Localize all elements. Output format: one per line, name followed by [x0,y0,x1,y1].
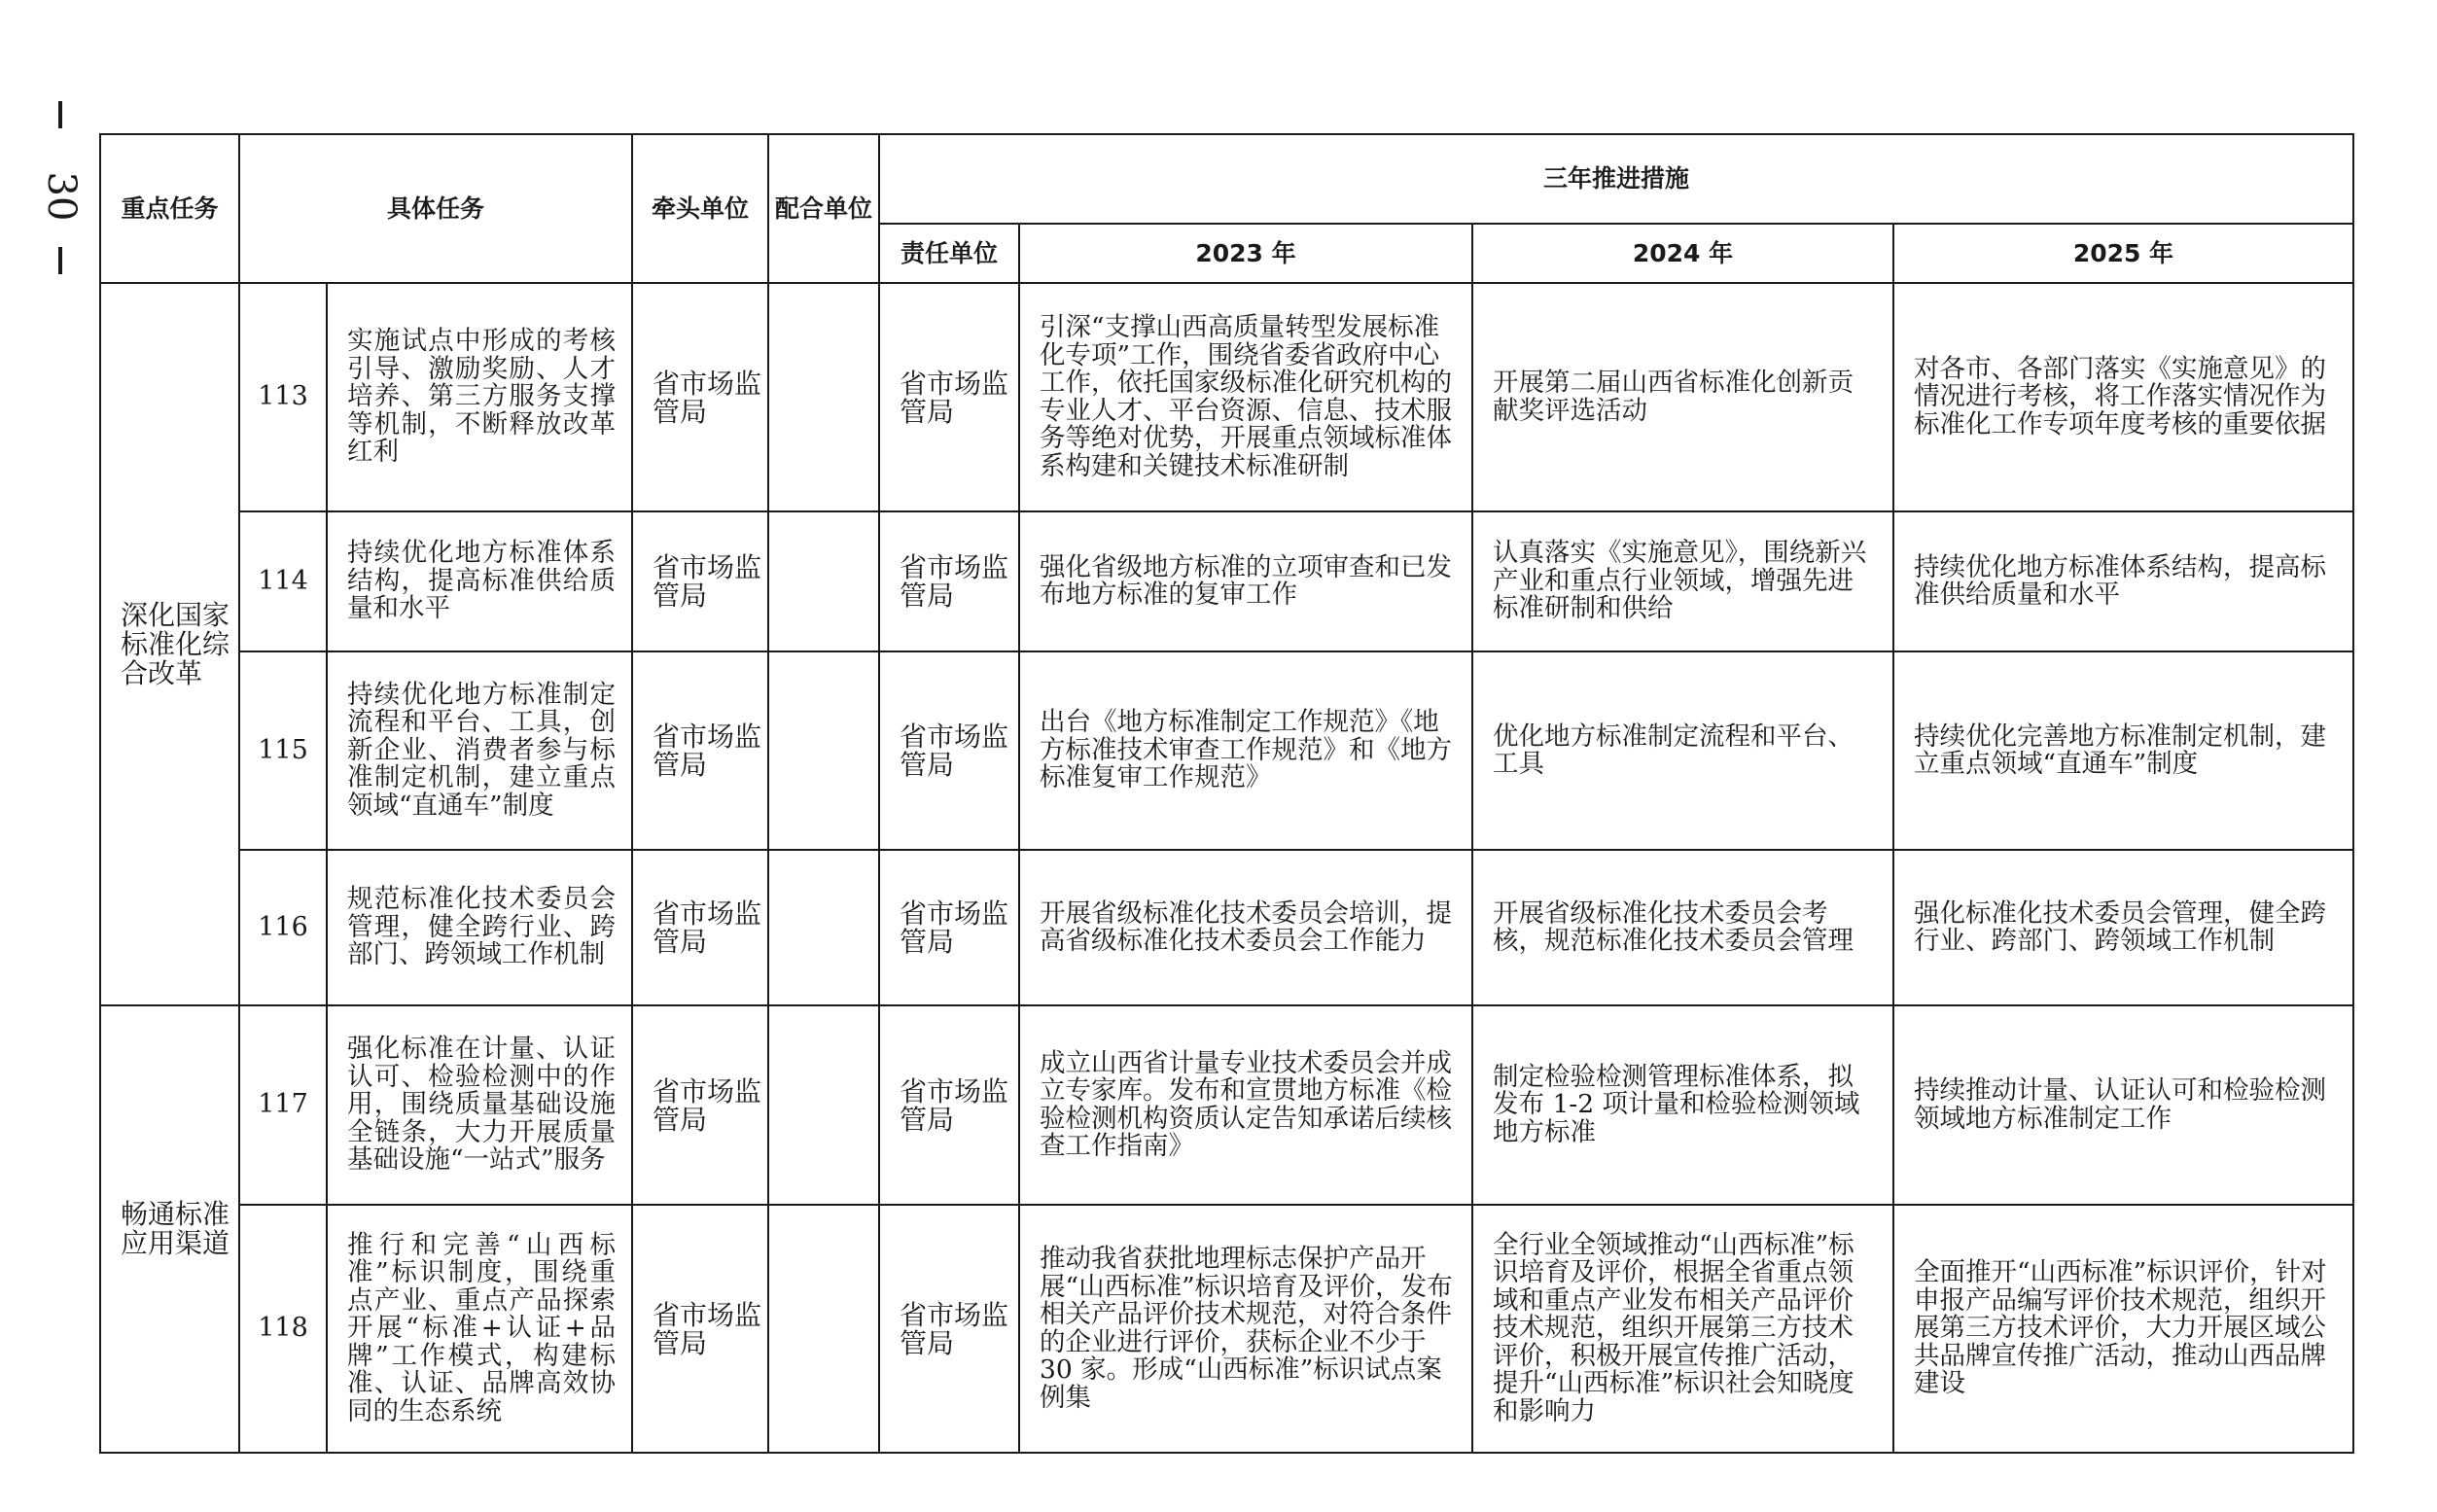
lead-unit-cell: 省市场监管局 [632,1205,768,1453]
resp-unit-cell: 省市场监管局 [879,1205,1019,1453]
table-row [100,1005,2353,1205]
measure-2024-cell: 认真落实《实施意见》，围绕新兴产业和重点行业领域，增强先进标准研制和供给 [1472,511,1893,651]
row-number: 116 [239,850,327,1005]
header-2025: 2025 年 [1893,224,2353,283]
table-row [100,850,2353,1005]
measure-2025-cell: 对各市、各部门落实《实施意见》的情况进行考核，将工作落实情况作为标准化工作专项年度考核的重要依据 [1893,283,2353,511]
lead-unit-cell: 省市场监管局 [632,511,768,651]
page-number-dash-top [58,101,62,128]
header-2024: 2024 年 [1472,224,1893,283]
lead-unit-cell: 省市场监管局 [632,283,768,511]
header-three-year: 三年推进措施 [879,134,2353,224]
resp-unit-cell: 省市场监管局 [879,850,1019,1005]
page-number-dash-bottom [58,247,62,274]
measures-table [99,133,2354,1454]
coop-unit-cell [768,651,879,850]
table-row [100,283,2353,511]
row-number: 118 [239,1205,327,1453]
header-2023: 2023 年 [1019,224,1472,283]
specific-task-cell: 强化标准在计量、认证认可、检验检测中的作用，围绕质量基础设施全链条，大力开展质量基础设施“一站式”服务 [327,1005,632,1205]
header-key-task: 重点任务 [100,134,239,283]
measure-2024-cell: 全行业全领域推动“山西标准”标识培育及评价，根据全省重点领域和重点产业发布相关产品评价技术规范，组织开展第三方技术评价，积极开展宣传推广活动，提升“山西标准”标识社会知晓度和影响力 [1472,1205,1893,1453]
table-row [100,1205,2353,1453]
specific-task-cell: 持续优化地方标准体系结构，提高标准供给质量和水平 [327,511,632,651]
specific-task-cell: 持续优化地方标准制定流程和平台、工具，创新企业、消费者参与标准制定机制，建立重点领域“直通车”制度 [327,651,632,850]
row-number: 117 [239,1005,327,1205]
measure-2025-cell: 持续优化完善地方标准制定机制，建立重点领域“直通车”制度 [1893,651,2353,850]
resp-unit-cell: 省市场监管局 [879,283,1019,511]
header-lead-unit: 牵头单位 [632,134,768,283]
resp-unit-cell: 省市场监管局 [879,651,1019,850]
resp-unit-cell: 省市场监管局 [879,511,1019,651]
coop-unit-cell [768,283,879,511]
specific-task-cell: 规范标准化技术委员会管理，健全跨行业、跨部门、跨领域工作机制 [327,850,632,1005]
coop-unit-cell [768,1205,879,1453]
measure-2025-cell: 持续推动计量、认证认可和检验检测领域地方标准制定工作 [1893,1005,2353,1205]
lead-unit-cell: 省市场监管局 [632,1005,768,1205]
lead-unit-cell: 省市场监管局 [632,651,768,850]
table-row [100,651,2353,850]
key-task-cell: 畅通标准应用渠道 [100,1005,239,1453]
row-number: 115 [239,651,327,850]
measure-2023-cell: 成立山西省计量专业技术委员会并成立专家库。发布和宣贯地方标准《检验检测机构资质认定告知承诺后续核查工作指南》 [1019,1005,1472,1205]
key-task-cell: 深化国家标准化综合改革 [100,283,239,1005]
measure-2023-cell: 出台《地方标准制定工作规范》《地方标准技术审查工作规范》和《地方标准复审工作规范》 [1019,651,1472,850]
header-resp-unit: 责任单位 [879,224,1019,283]
coop-unit-cell [768,1005,879,1205]
lead-unit-cell: 省市场监管局 [632,850,768,1005]
measure-2024-cell: 开展省级标准化技术委员会考核，规范标准化技术委员会管理 [1472,850,1893,1005]
measure-2025-cell: 持续优化地方标准体系结构，提高标准供给质量和水平 [1893,511,2353,651]
measure-2023-cell: 开展省级标准化技术委员会培训，提高省级标准化技术委员会工作能力 [1019,850,1472,1005]
coop-unit-cell [768,511,879,651]
coop-unit-cell [768,850,879,1005]
row-number: 113 [239,283,327,511]
resp-unit-cell: 省市场监管局 [879,1005,1019,1205]
header-specific-task: 具体任务 [239,134,632,283]
measure-2023-cell: 强化省级地方标准的立项审查和已发布地方标准的复审工作 [1019,511,1472,651]
measure-2025-cell: 强化标准化技术委员会管理，健全跨行业、跨部门、跨领域工作机制 [1893,850,2353,1005]
header-coop-unit: 配合单位 [768,134,879,283]
measure-2024-cell: 优化地方标准制定流程和平台、工具 [1472,651,1893,850]
measure-2025-cell: 全面推开“山西标准”标识评价，针对申报产品编写评价技术规范，组织开展第三方技术评价，大力开展区域公共品牌宣传推广活动，推动山西品牌建设 [1893,1205,2353,1453]
measure-2024-cell: 制定检验检测管理标准体系，拟发布 1-2 项计量和检验检测领域地方标准 [1472,1005,1893,1205]
measure-2023-cell: 推动我省获批地理标志保护产品开展“山西标准”标识培育及评价，发布相关产品评价技术规范，对符合条件的企业进行评价，获标企业不少于 30 家。形成“山西标准”标识试点案例集 [1019,1205,1472,1453]
specific-task-cell: 实施试点中形成的考核引导、激励奖励、人才培养、第三方服务支撑等机制，不断释放改革红利 [327,283,632,511]
row-number: 114 [239,511,327,651]
measure-2023-cell: 引深“支撑山西高质量转型发展标准化专项”工作，围绕省委省政府中心工作，依托国家级标准化研究机构的专业人才、平台资源、信息、技术服务等绝对优势，开展重点领域标准体系构建和关键技术标准研制 [1019,283,1472,511]
page-number [33,101,91,276]
table-row [100,511,2353,651]
page-number-text: 30 [39,171,84,222]
measure-2024-cell: 开展第二届山西省标准化创新贡献奖评选活动 [1472,283,1893,511]
specific-task-cell: 推行和完善“山西标准”标识制度，围绕重点产业、重点产品探索开展“标准+认证+品牌”工作模式，构建标准、认证、品牌高效协同的生态系统 [327,1205,632,1453]
